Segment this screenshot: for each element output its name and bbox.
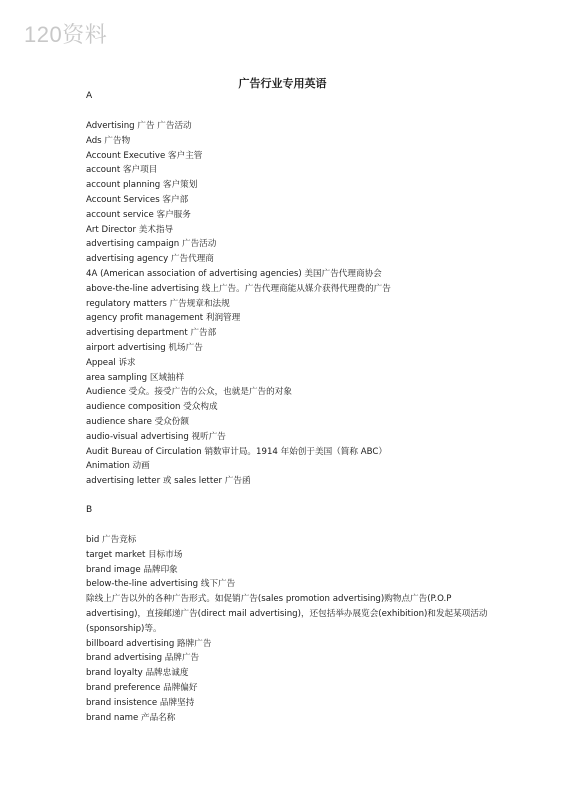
- glossary-entry: Art Director 美术指导: [86, 224, 174, 235]
- glossary-entry: Audit Bureau of Circulation 销数审计局。1914 年始创于美国（简称 ABC）: [86, 446, 387, 457]
- glossary-entry: audience share 受众份额: [86, 416, 189, 427]
- glossary-entry: advertising department 广告部: [86, 328, 217, 339]
- section-letter: A: [86, 91, 93, 101]
- glossary-entry: Appeal 诉求: [86, 357, 136, 368]
- glossary-entry: above-the-line advertising 线上广告。广告代理商能从媒介获得代理费的广告: [86, 283, 391, 294]
- glossary-entry: brand name 产品名称: [86, 712, 176, 723]
- glossary-entry: advertising letter 或 sales letter 广告函: [86, 476, 251, 487]
- glossary-entry: advertising agency 广告代理商: [86, 254, 214, 265]
- glossary-entry: brand preference 品牌偏好: [86, 682, 198, 693]
- section-b: [86, 503, 496, 725]
- watermark: 120资料: [24, 22, 108, 47]
- glossary-entry: brand loyalty 品牌忠诚度: [86, 668, 189, 679]
- glossary-entry: Audience 受众。接受广告的公众，也就是广告的对象: [86, 387, 292, 398]
- glossary-entry: Animation 动画: [86, 461, 150, 472]
- glossary-entry: target market 目标市场: [86, 549, 183, 560]
- glossary-entry: bid 广告竞标: [86, 535, 137, 545]
- glossary-paragraph: 除线上广告以外的各种广告形式。如促销广告(sales promotion advertising)购物点广告(P.O.P advertising)，直接邮递广告(direct mail advertising)，还包括举办展览会(exhibition)和发起某项活动(sponsorship)等。: [86, 594, 488, 634]
- glossary-entry: account service 客户服务: [86, 209, 191, 220]
- glossary-entry: audience composition 受众构成: [86, 402, 218, 413]
- glossary-entry: area sampling 区域抽样: [86, 372, 185, 383]
- glossary-entry: brand advertising 品牌广告: [86, 653, 200, 664]
- glossary-entry: regulatory matters 广告规章和法规: [86, 298, 230, 309]
- glossary-entry: audio-visual advertising 视听广告: [86, 431, 226, 442]
- glossary-entry: agency profit management 利润管理: [86, 313, 241, 324]
- section-a: [86, 89, 496, 489]
- glossary-entry: airport advertising 机场广告: [86, 342, 203, 353]
- glossary-entry: brand image 品牌印象: [86, 564, 178, 575]
- glossary-entry: Account Services 客户部: [86, 194, 189, 205]
- page-title: 广告行业专用英语: [238, 77, 327, 90]
- glossary-entry: account 客户项目: [86, 165, 158, 176]
- glossary-entry: Advertising 广告 广告活动: [86, 121, 192, 131]
- glossary-entry: brand insistence 品牌坚持: [86, 697, 195, 708]
- glossary-entry: billboard advertising 路牌广告: [86, 638, 212, 649]
- section-letter: B: [86, 505, 93, 515]
- glossary-entry: advertising campaign 广告活动: [86, 239, 217, 250]
- glossary-entry: 4A (American association of advertising agencies) 美国广告代理商协会: [86, 268, 382, 279]
- glossary-entry: below-the-line advertising 线下广告: [86, 579, 236, 590]
- glossary-entry: Ads 广告物: [86, 135, 131, 146]
- glossary-entry: Account Executive 客户主管: [86, 150, 203, 161]
- glossary-entry: account planning 客户策划: [86, 180, 198, 191]
